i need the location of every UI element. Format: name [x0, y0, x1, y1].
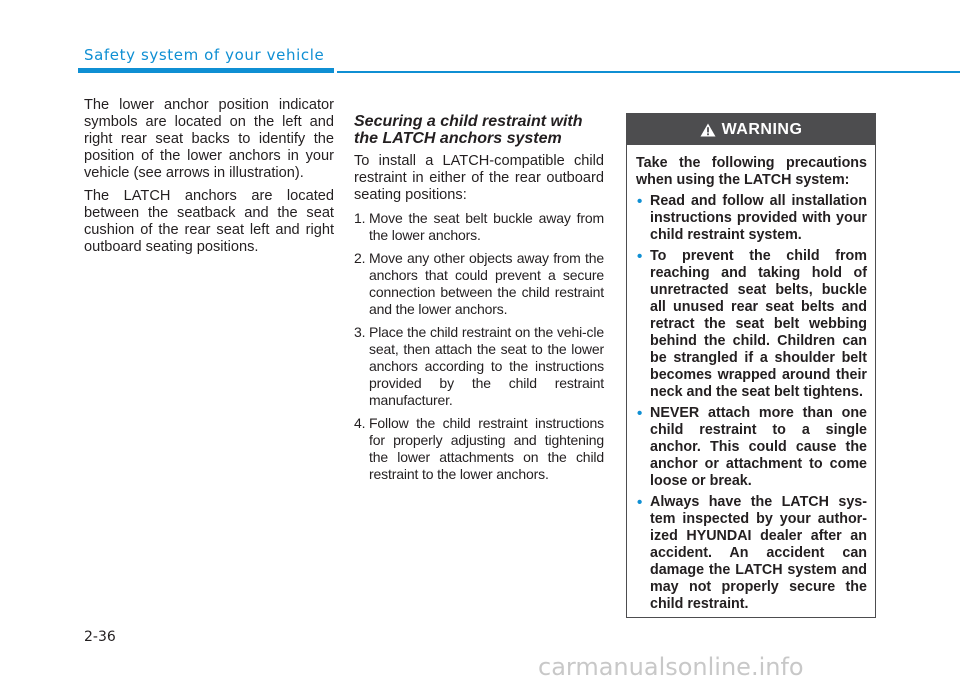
step-number: 3.: [354, 324, 366, 340]
watermark: carmanualsonline.info: [538, 653, 804, 681]
paragraph: The LATCH anchors are located between the seatback and the seat cushion of the rear seat left and right outboard seating positions.: [84, 188, 334, 255]
bullet-icon: •: [637, 405, 643, 422]
step-item: [354, 324, 604, 409]
latch-heading: Securing a child restraint with the LATCH anchors system: [354, 113, 583, 147]
warning-intro: Take the following precautions when using the LATCH system:: [636, 155, 867, 188]
warning-item: [636, 248, 867, 401]
warning-triangle-icon: [700, 123, 716, 137]
latch-intro: To install a LATCH-compatible child restraint in either of the rear outboard seating positions:: [354, 153, 604, 203]
bullet-icon: •: [637, 193, 643, 210]
step-item: [354, 210, 604, 244]
warning-body: [627, 145, 875, 613]
warning-box: [626, 113, 876, 618]
page-number: 2-36: [84, 629, 116, 645]
step-item: [354, 415, 604, 483]
warning-item-text: Read and follow all installation instructions provided with your child restraint system.: [650, 193, 867, 243]
section-title: Safety system of your vehicle: [84, 46, 325, 64]
header-accent-bar: [78, 68, 334, 73]
middle-column: [354, 113, 604, 489]
bullet-icon: •: [637, 248, 643, 265]
left-column: [84, 97, 334, 262]
step-text: Place the child restraint on the vehi-cle seat, then attach the seat to the lower anchors according to the instructions provided by the child restraint manufacturer.: [369, 324, 604, 408]
step-number: 4.: [354, 415, 366, 431]
warning-item-text: Always have the LATCH sys-tem inspected by your author-ized HYUNDAI dealer after an accident. An accident can damage the LATCH system and may not properly secure the child restraint.: [650, 494, 867, 612]
warning-item: [636, 405, 867, 490]
step-text: Follow the child restraint instructions for properly adjusting and tightening the lower attachments on the child restraint to the lower anchors.: [369, 415, 604, 482]
step-text: Move the seat belt buckle away from the lower anchors.: [369, 210, 604, 243]
bullet-icon: •: [637, 494, 643, 511]
warning-item: [636, 494, 867, 613]
step-number: 2.: [354, 250, 366, 266]
warning-item: [636, 193, 867, 244]
step-number: 1.: [354, 210, 366, 226]
step-item: [354, 250, 604, 318]
warning-header: [627, 114, 875, 145]
warning-list: [636, 193, 867, 613]
installation-steps: [354, 210, 604, 483]
warning-item-text: To prevent the child from reaching and taking hold of unretracted seat belts, buckle all unused rear seat belts and retract the seat belt webbing behind the child. Children can be strangled if a shoulder belt becomes wrapped around their neck and the seat belt tightens.: [650, 248, 867, 400]
header-rule: [337, 71, 960, 73]
step-text: Move any other objects away from the anchors that could prevent a secure connection between the child restraint and the lower anchors.: [369, 250, 604, 317]
paragraph: The lower anchor position indicator symbols are located on the left and right rear seat backs to identify the position of the lower anchors in your vehicle (see arrows in illustration).: [84, 97, 334, 181]
warning-title: WARNING: [721, 120, 803, 138]
warning-item-text: NEVER attach more than one child restraint to a single anchor. This could cause the anchor or attachment to come loose or break.: [650, 405, 867, 489]
